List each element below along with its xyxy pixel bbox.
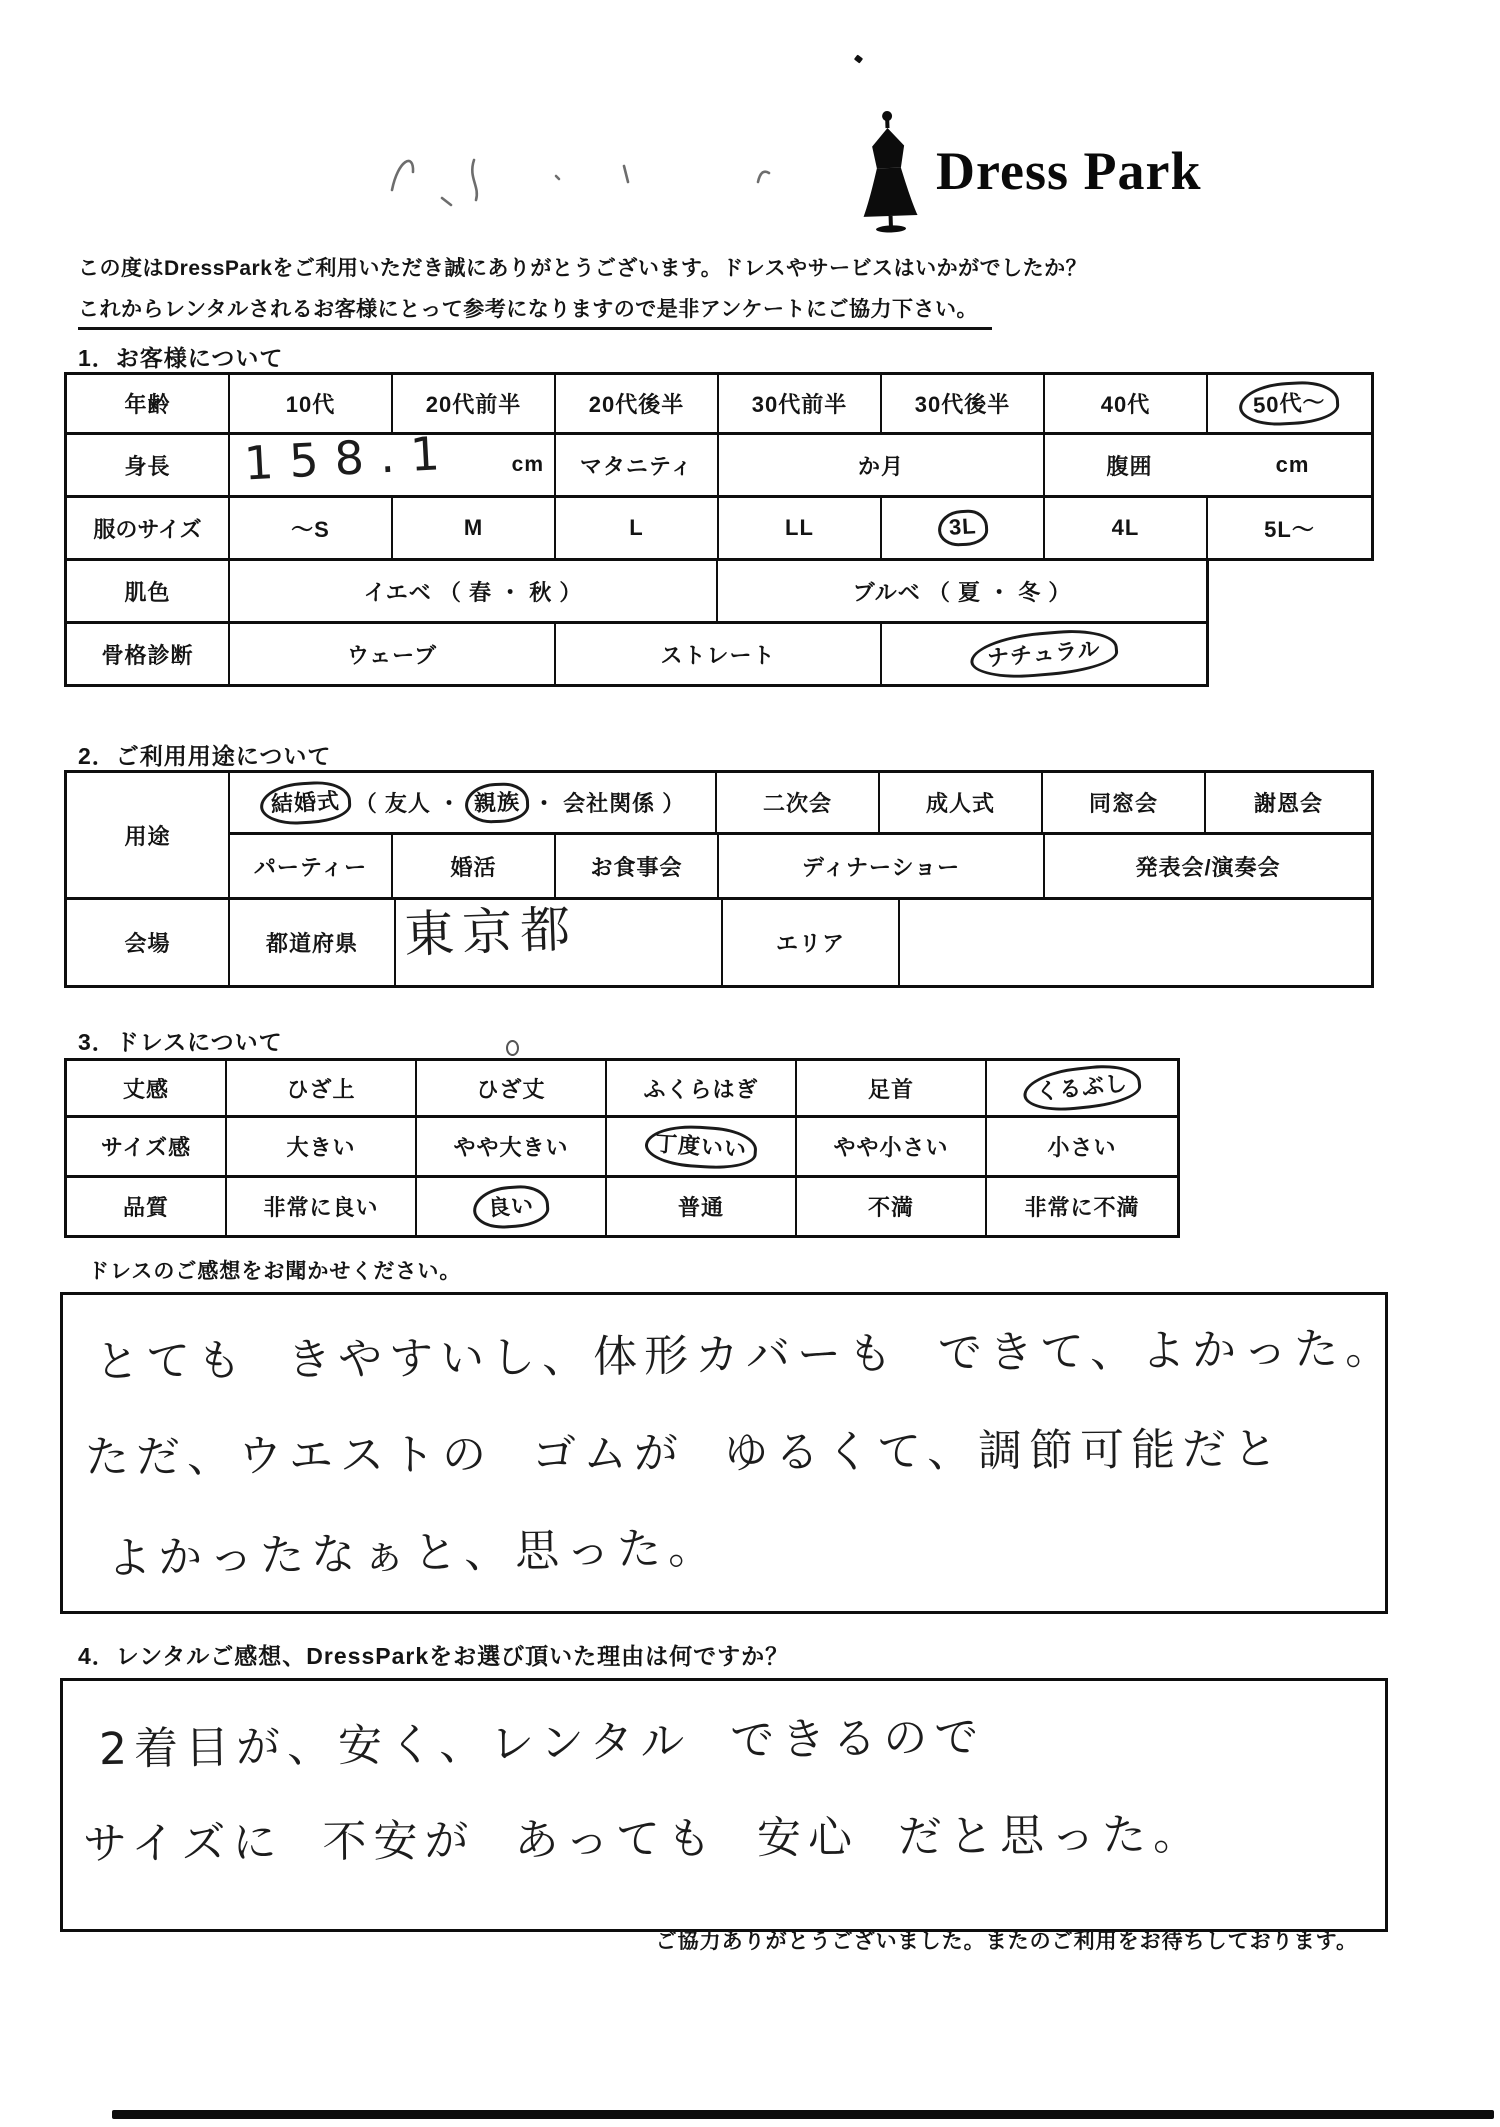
intro-line-1: この度はDressParkをご利用いただき誠にありがとうございます。ドレスやサービスはいかがでしたか？: [78, 257, 1088, 280]
usage-option-dousoukai: 同窓会: [1043, 773, 1206, 832]
age-option-5: 40代: [1045, 375, 1208, 432]
age-option-2: 20代後半: [556, 375, 719, 432]
section4-heading: 4．レンタルご感想、DressParkをお選び頂いた理由は何ですか？: [78, 1643, 790, 1669]
fit-option-0: 大きい: [227, 1118, 417, 1175]
waist-label: 腹囲: [1106, 453, 1153, 479]
usage-wedding-cell: [230, 773, 717, 832]
usage-wedding-label: 結婚式: [270, 787, 341, 817]
size-option-2: L: [556, 498, 719, 558]
dress-form-icon: [850, 107, 928, 236]
circled-usage-relative: [464, 781, 529, 823]
size-option-3: LL: [719, 498, 882, 558]
quality-option-4: 非常に不満: [1024, 1195, 1140, 1220]
footer-thanks: ご協力ありがとうございました。またのご利用をお待ちしております。: [655, 1930, 1358, 1953]
frame-option-2: [882, 624, 1206, 684]
length-option-0: ひざ上: [227, 1061, 417, 1115]
age-option-6: [1208, 375, 1371, 432]
circled-quality-selection: [472, 1183, 551, 1230]
size-option-5: 4L: [1045, 498, 1208, 558]
usage-option-nijikai: 二次会: [717, 773, 880, 832]
skin-option-blue: ブルベ （ 夏 ・ 冬 ）: [852, 579, 1072, 605]
circled-usage-wedding: [259, 779, 352, 826]
length-option-2: ふくらはぎ: [607, 1061, 797, 1115]
quality-label: 品質: [67, 1178, 227, 1235]
frame-label: 骨格診断: [67, 624, 230, 684]
skin-option-yellow: イエベ （ 春 ・ 秋 ）: [230, 561, 718, 621]
usage-option-seijinshiki: 成人式: [880, 773, 1043, 832]
waist-cell: [1045, 435, 1371, 495]
reason-box: [60, 1678, 1388, 1932]
height-value-cell: [230, 425, 556, 495]
area-label: エリア: [723, 900, 900, 985]
size-option-6: 5L～: [1264, 516, 1315, 542]
fit-option-2-label: 丁度いい: [654, 1130, 748, 1162]
usage-table: [64, 770, 1374, 988]
usage-top-block: [64, 770, 1374, 900]
length-label: 丈感: [67, 1061, 227, 1115]
quality-option-1-label: 良い: [487, 1191, 535, 1221]
fit-option-2: [607, 1118, 797, 1175]
size-option-4: [882, 498, 1045, 558]
maternity-cell: マタニティ: [556, 435, 719, 495]
usage-relative-label: 親族: [473, 788, 521, 816]
waist-unit: cm: [1275, 452, 1310, 477]
usage-wedding-mid: （ 友人 ・: [354, 791, 461, 816]
usage-wedding-tail: ・ 会社関係 ）: [533, 791, 686, 816]
skin-tone-row: [64, 561, 1209, 624]
feedback-line-2: ただ、ウエストの ゴムが ゆるくて、調節可能だと: [84, 1423, 1285, 1484]
height-unit: cm: [511, 453, 544, 476]
usage-option-oshokujikai: お食事会: [556, 835, 719, 897]
usage-row-2: [230, 835, 1371, 897]
height-label: 身長: [67, 435, 230, 495]
length-option-4: [987, 1061, 1177, 1115]
reason-line-2: サイズに 不安が あっても 安心 だと思った。: [82, 1809, 1205, 1870]
scan-dot-artifact: [854, 54, 863, 63]
customer-table: [64, 372, 1374, 687]
feedback-line-3: よかったなぁと、思った。: [106, 1522, 720, 1585]
section3-heading: 3．ドレスについて: [78, 1029, 283, 1055]
age-option-0: 10代: [230, 375, 393, 432]
scan-edge-artifact: [112, 2110, 1494, 2119]
quality-row: [64, 1178, 1180, 1238]
fit-option-1: やや大きい: [417, 1118, 607, 1175]
usage-row-1: [230, 773, 1371, 835]
size-option-1: M: [393, 498, 556, 558]
age-option-3: 30代前半: [719, 375, 882, 432]
circled-age-selection: [1238, 379, 1341, 427]
circled-fit-selection: [644, 1122, 759, 1172]
usage-option-happyoukai: 発表会/演奏会: [1135, 854, 1281, 880]
handwritten-height-value: 158.1: [242, 425, 457, 491]
venue-label: 会場: [67, 900, 230, 985]
frame-diagnosis-row: [64, 624, 1209, 687]
usage-option-konkatsu: 婚活: [393, 835, 556, 897]
circled-frame-selection: [969, 626, 1120, 683]
maternity-months-cell: か月: [719, 435, 1045, 495]
dress-table: [64, 1058, 1180, 1238]
length-option-3: 足首: [797, 1061, 987, 1115]
size-option-0: ～S: [230, 498, 393, 558]
handwritten-prefecture: 東京都: [403, 899, 580, 965]
dresspark-logo: [852, 108, 1201, 234]
age-option-4: 30代後半: [882, 375, 1045, 432]
stray-pen-marks: [378, 138, 798, 218]
usage-options-block: [230, 773, 1371, 897]
usage-option-dinnershow: ディナーショー: [719, 835, 1045, 897]
fit-option-3: やや小さい: [797, 1118, 987, 1175]
size-option-4-label: 3L: [947, 513, 977, 540]
feedback-line-1: とても きやすいし、体形カバーも できて、よかった。: [94, 1323, 1397, 1388]
venue-row: [64, 900, 1374, 988]
fit-label: サイズ感: [67, 1118, 227, 1175]
length-option-1: ひざ丈: [417, 1061, 607, 1115]
stray-ink-mark: [506, 1040, 519, 1056]
prefecture-label: 都道府県: [230, 900, 396, 985]
usage-option-party: パーティー: [230, 835, 393, 897]
usage-option-shaonkai: 謝恩会: [1253, 791, 1323, 816]
quality-option-2: 普通: [607, 1178, 797, 1235]
usage-label: 用途: [67, 773, 230, 897]
age-label: 年齢: [67, 375, 230, 432]
frame-option-0: ウェーブ: [230, 624, 556, 684]
prefecture-value-cell: [396, 900, 723, 985]
section2-heading: 2．ご利用用途について: [78, 743, 332, 769]
age-option-6-label: 50代～: [1252, 389, 1327, 418]
skin-label: 肌色: [67, 561, 230, 621]
feedback-prompt: ドレスのご感想をお聞かせください。: [88, 1260, 462, 1283]
circled-size-selection: [937, 509, 989, 548]
fit-row: [64, 1118, 1180, 1178]
section1-heading: 1．お客様について: [78, 345, 284, 371]
length-option-4-label: くるぶし: [1034, 1070, 1130, 1105]
height-row: [64, 425, 1374, 498]
quality-option-1: [417, 1178, 607, 1235]
frame-option-1: ストレート: [556, 624, 882, 684]
clothing-size-row: [64, 498, 1374, 561]
quality-option-3: 不満: [797, 1178, 987, 1235]
logo-text: Dress Park: [936, 141, 1202, 201]
fit-option-4: 小さい: [1047, 1135, 1117, 1160]
reason-line-1: 2着目が、安く、レンタル できるので: [98, 1711, 986, 1776]
frame-option-2-label: ナチュラル: [986, 636, 1102, 671]
feedback-box: [60, 1292, 1397, 1614]
age-option-1: 20代前半: [393, 375, 556, 432]
area-value-cell: [900, 900, 1371, 985]
size-label: 服のサイズ: [67, 498, 230, 558]
length-row: [64, 1058, 1180, 1118]
quality-option-0: 非常に良い: [227, 1178, 417, 1235]
age-row: [64, 372, 1374, 435]
intro-line-2: これからレンタルされるお客様にとって参考になりますので是非アンケートにご協力下さい。: [78, 293, 992, 330]
circled-length-selection: [1021, 1061, 1143, 1115]
